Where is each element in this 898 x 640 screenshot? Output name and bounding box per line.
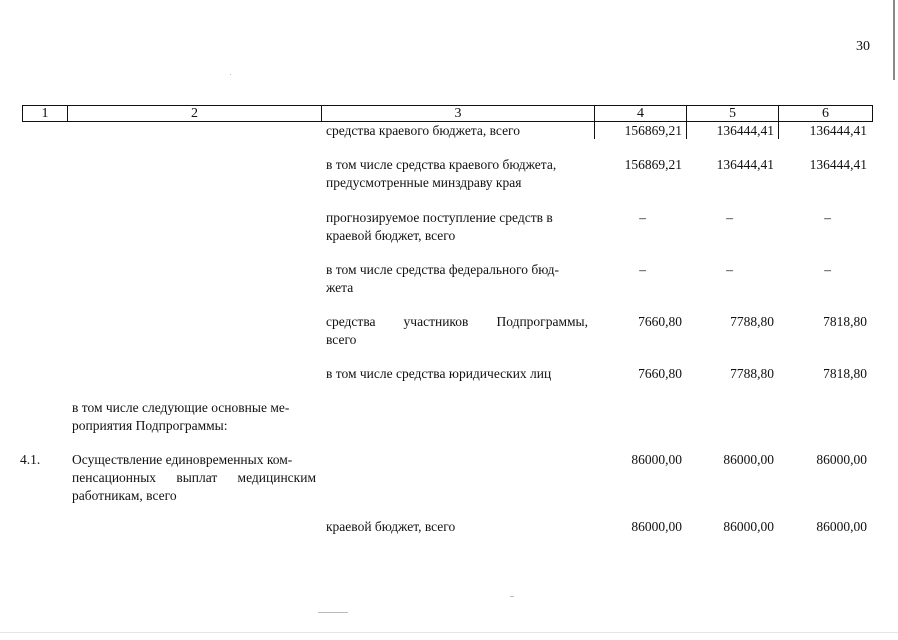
scan-speck — [230, 74, 231, 75]
item-number: 4.1. — [20, 452, 41, 467]
value-col-4: 7660,80 — [638, 314, 682, 329]
item-title — [72, 451, 316, 505]
scan-speck — [318, 612, 348, 613]
value-col-5: 7788,80 — [730, 366, 774, 381]
row-description — [326, 313, 588, 349]
value-col-4: 7660,80 — [638, 366, 682, 381]
row-description-line: предусмотренные минздраву края — [326, 175, 522, 190]
value-col-5: – — [726, 262, 733, 277]
value-col-6: 86000,00 — [816, 452, 867, 467]
page-number: 30 — [856, 39, 870, 54]
value-col-4: 156869,21 — [624, 157, 682, 172]
row-description: средства краевого бюджета, всего — [326, 123, 521, 138]
row-description — [326, 209, 588, 245]
table-header-row — [22, 105, 873, 122]
row-description-line: в том числе средства федерального бюд- — [326, 262, 559, 277]
row-description — [326, 156, 588, 192]
value-col-5: 7788,80 — [730, 314, 774, 329]
section-caption-line: в том числе следующие основные ме- — [72, 400, 290, 415]
row-description — [326, 261, 588, 297]
page-edge-line — [893, 0, 895, 80]
row-description-line: жета — [326, 280, 354, 295]
row-description: в том числе средства юридических лиц — [326, 366, 552, 381]
header-col-5: 5 — [687, 106, 779, 121]
row-description-line: средства участников Подпрограммы, — [326, 314, 588, 329]
value-col-6: 7818,80 — [823, 314, 867, 329]
item-title-line: пенсационных выплат медицинским — [72, 470, 316, 485]
row-description-line: краевой бюджет, всего — [326, 228, 456, 243]
scan-speck — [510, 596, 514, 597]
section-caption — [72, 399, 316, 435]
value-col-6: – — [824, 262, 831, 277]
value-col-6: 86000,00 — [816, 519, 867, 534]
value-col-4: 86000,00 — [631, 452, 682, 467]
row-description-line: всего — [326, 332, 357, 347]
value-col-5: 136444,41 — [716, 123, 774, 138]
value-col-6: 7818,80 — [823, 366, 867, 381]
row-description-line: в том числе средства краевого бюджета, — [326, 157, 557, 172]
value-col-4: – — [639, 210, 646, 225]
value-col-4: 86000,00 — [631, 519, 682, 534]
value-col-5: 136444,41 — [716, 157, 774, 172]
value-col-6: – — [824, 210, 831, 225]
item-title-line: работникам, всего — [72, 488, 177, 503]
header-col-1: 1 — [23, 106, 68, 121]
value-col-6: 136444,41 — [809, 157, 867, 172]
row-description-line: прогнозируемое поступление средств в — [326, 210, 553, 225]
header-col-4: 4 — [595, 106, 687, 121]
row-description: краевой бюджет, всего — [326, 519, 456, 534]
section-caption-line: роприятия Подпрограммы: — [72, 418, 228, 433]
value-col-6: 136444,41 — [809, 123, 867, 138]
value-col-4: – — [639, 262, 646, 277]
value-col-5: 86000,00 — [723, 519, 774, 534]
value-col-5: – — [726, 210, 733, 225]
value-col-5: 86000,00 — [723, 452, 774, 467]
scan-bottom-edge — [0, 632, 898, 633]
header-col-3: 3 — [322, 106, 595, 121]
item-title-line: Осуществление единовременных ком- — [72, 452, 293, 467]
header-col-2: 2 — [68, 106, 322, 121]
header-col-6: 6 — [822, 106, 829, 121]
value-col-4: 156869,21 — [624, 123, 682, 138]
